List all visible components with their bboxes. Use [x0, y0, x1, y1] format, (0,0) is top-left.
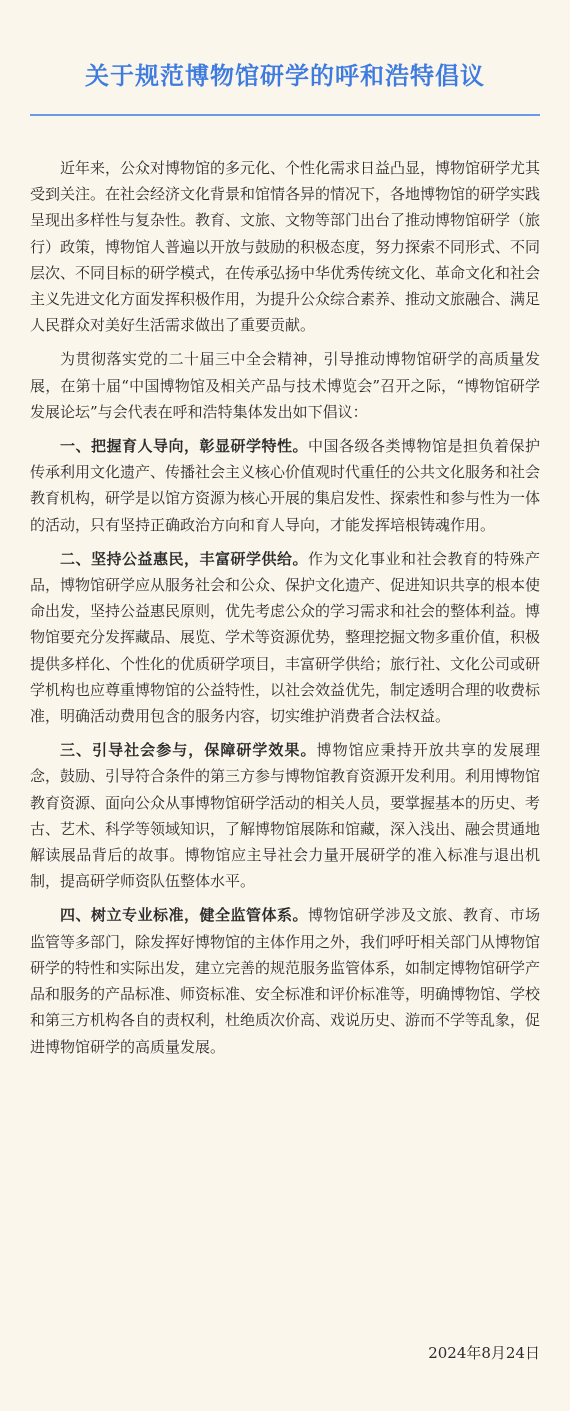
- proposal-text: 博物馆研学涉及文旅、教育、市场监管等多部门，除发挥好博物馆的主体作用之外，我们呼吁相关部门从博物馆研学的特性和实际出发，建立完善的规范服务监管体系，如制定博物馆研学产品和服务的产品标准、师资标准、安全标准和评价标准等，明确博物馆、学校和第三方机构各自的责权利，杜绝质次价高、戏说历史、游而不学等乱象，促进博物馆研学的高质量发展。: [30, 906, 541, 1056]
- paragraph-text: 近年来，公众对博物馆的多元化、个性化需求日益凸显，博物馆研学尤其受到关注。在社会经济文化背景和馆情各异的情况下，各地博物馆的研学实践呈现出多样性与复杂性。教育、文旅、文物等部门出台了推动博物馆研学（旅行）政策，博物馆人普遍以开放与鼓励的积极态度，努力探索不同形式、不同层次、不同目标的研学模式，在传承弘扬中华优秀传统文化、革命文化和社会主义先进文化方面发挥积极作用，为提升公众综合素养、推动文旅融合、满足人民群众对美好生活需求做出了重要贡献。: [30, 159, 541, 335]
- proposal-4: [30, 902, 540, 1059]
- proposal-3: [30, 737, 540, 894]
- paragraph-context: [30, 346, 540, 425]
- proposal-heading: 二、坚持公益惠民，丰富研学供给。: [60, 549, 308, 568]
- paragraph-text: 为贯彻落实党的二十届三中全会精神，引导推动博物馆研学的高质量发展，在第十届“中国博物馆及相关产品与技术博览会”召开之际，“博物馆研学发展论坛”与会代表在呼和浩特集体发出如下倡议：: [30, 350, 540, 421]
- document-body: [30, 155, 540, 1068]
- document-date: 2024年8月24日: [428, 1344, 540, 1362]
- proposal-text: 博物馆应秉持开放共享的发展理念，鼓励、引导符合条件的第三方参与博物馆教育资源开发利用。利用博物馆教育资源、面向公众从事博物馆研学活动的相关人员，要掌握基本的历史、考古、艺术、科学等领域知识，了解博物馆展陈和馆藏，深入浅出、融会贯通地解读展品背后的故事。博物馆应主导社会力量开展研学的准入标准与退出机制，提高研学师资队伍整体水平。: [30, 741, 541, 891]
- proposal-heading: 四、树立专业标准，健全监管体系。: [60, 906, 308, 925]
- proposal-text: 中国各级各类博物馆是担负着保护传承利用文化遗产、传播社会主义核心价值观时代重任的公共文化服务和社会教育机构，研学是以馆方资源为核心开展的集启发性、探索性和参与性为一体的活动，只有坚持正确政治方向和育人导向，才能发挥培根铸魂作用。: [30, 437, 541, 534]
- paragraph-intro: [30, 155, 540, 338]
- document-title: 关于规范博物馆研学的呼和浩特倡议: [85, 61, 485, 90]
- proposal-text: 作为文化事业和社会教育的特殊产品，博物馆研学应从服务社会和公众、保护文化遗产、促进知识共享的根本使命出发，坚持公益惠民原则，优先考虑公众的学习需求和社会的整体利益。博物馆要充分发挥藏品、展览、学术等资源优势，整理挖掘文物多重价值，积极提供多样化、个性化的优质研学项目，丰富研学供给；旅行社、文化公司或研学机构也应尊重博物馆的公益特性，以社会效益优先，制定透明合理的收费标准，明确活动费用包含的服务内容，切实维护消费者合法权益。: [30, 549, 541, 726]
- proposal-heading: 三、引导社会参与，保障研学效果。: [60, 741, 317, 760]
- proposal-heading: 一、把握育人导向，彰显研学特性。: [60, 437, 308, 456]
- proposal-2: [30, 546, 540, 729]
- title-divider: [30, 114, 540, 116]
- proposal-1: [30, 433, 540, 538]
